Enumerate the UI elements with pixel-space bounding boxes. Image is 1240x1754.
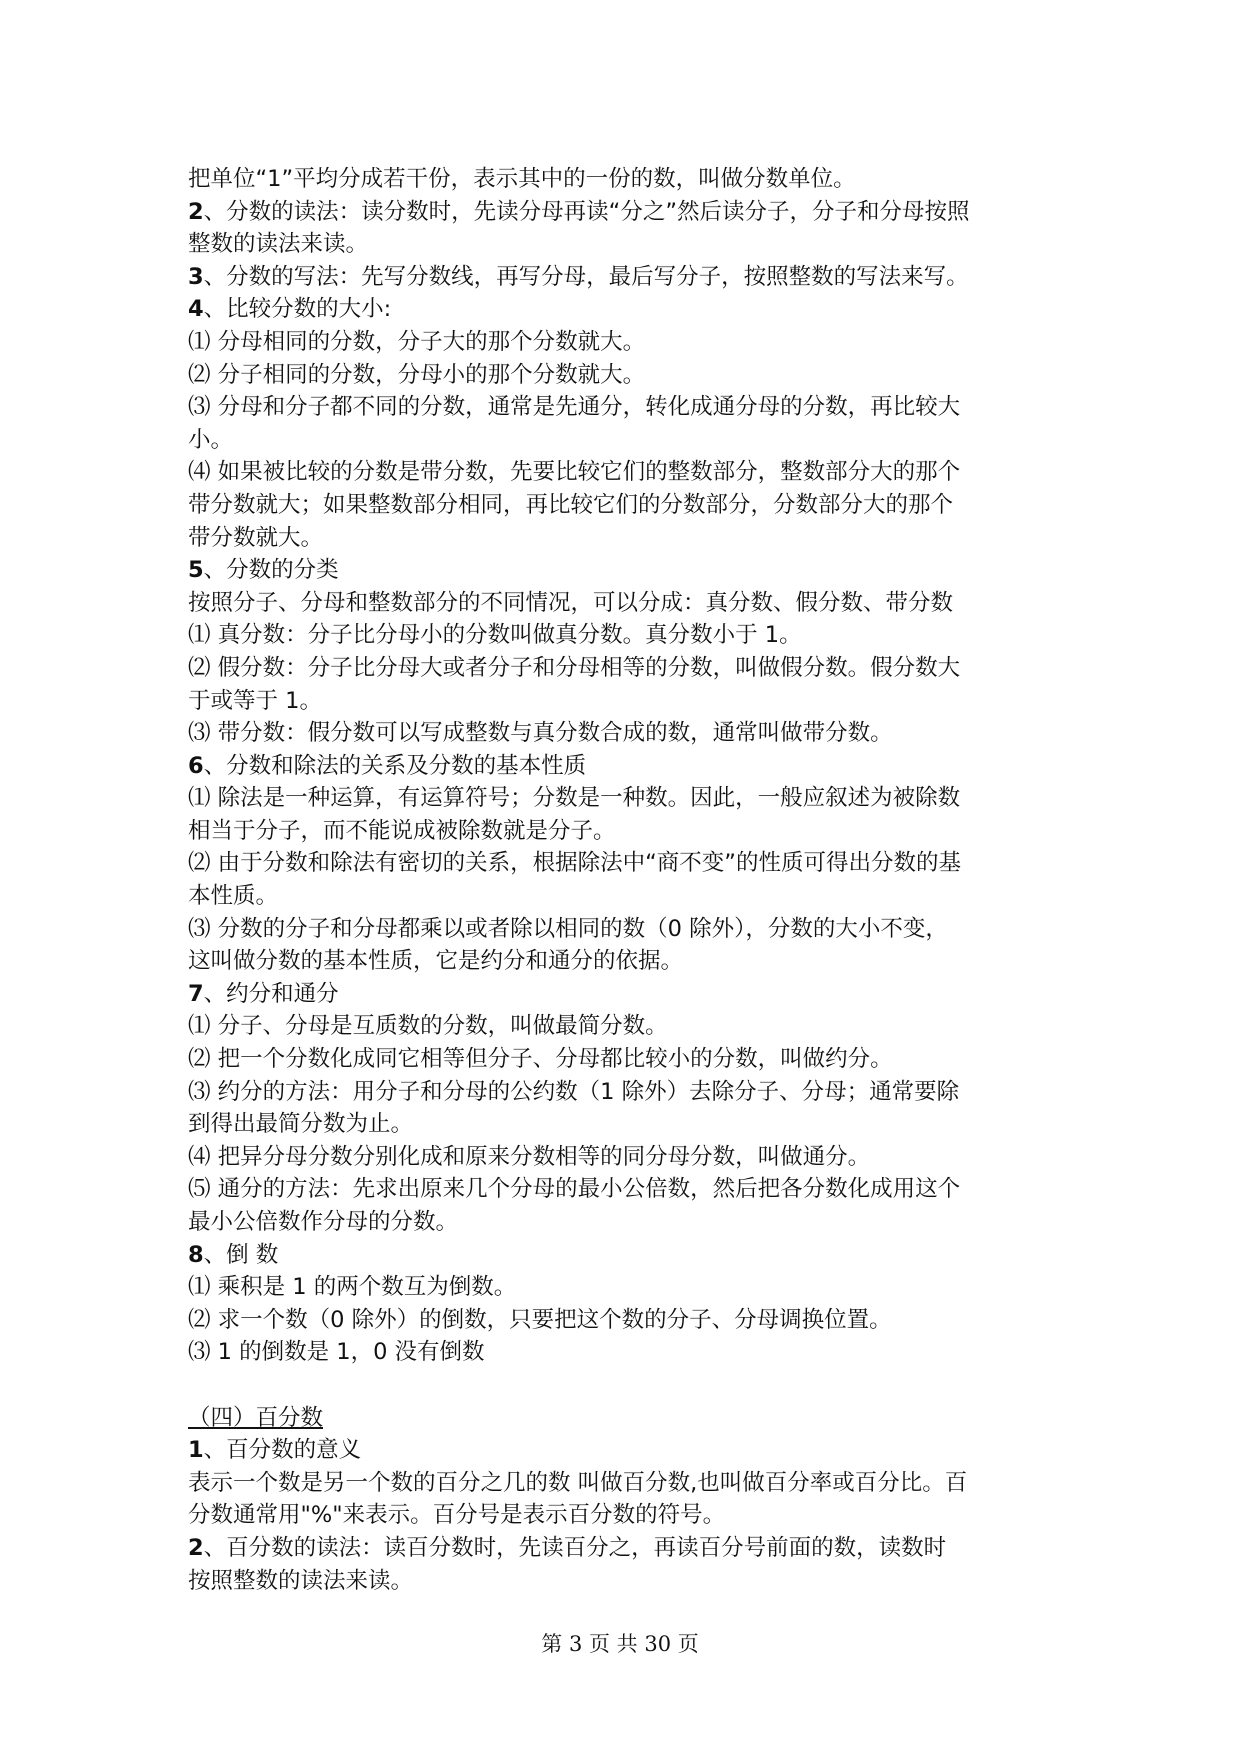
line-text: 把单位“1”平均分成若干份，表示其中的一份的数，叫做分数单位。: [188, 166, 856, 192]
text-line: [188, 1108, 1068, 1141]
numbered-heading-line: [188, 1434, 1068, 1467]
text-line: [188, 489, 1068, 522]
item-number: 1: [188, 1437, 204, 1464]
text-line: [188, 1271, 1068, 1304]
line-text: 、百分数的意义: [203, 1437, 362, 1464]
item-number: 6: [188, 752, 204, 779]
item-number: 7: [188, 980, 204, 1007]
text-line: [188, 1043, 1068, 1076]
line-text: 这叫做分数的基本性质，它是约分和通分的依据。: [188, 948, 684, 975]
item-number: 4: [188, 296, 204, 323]
line-text: ⑴ 除法是一种运算，有运算符号；分数是一种数。因此，一般应叙述为被除数: [188, 785, 961, 812]
text-line: [188, 685, 1068, 718]
page-number: 第 3 页 共 30 页: [541, 1632, 699, 1656]
line-text: 、倒 数: [203, 1241, 279, 1268]
text-line: [188, 326, 1068, 359]
line-text: ⑸ 通分的方法：先求出原来几个分母的最小公倍数，然后把各分数化成用这个: [188, 1176, 961, 1203]
line-text: ⑴ 真分数：分子比分母小的分数叫做真分数。真分数小于 1。: [188, 622, 802, 649]
percentage-section: [188, 1434, 1068, 1597]
text-line: [188, 945, 1068, 978]
line-text: ⑵ 假分数：分子比分母大或者分子和分母相等的分数，叫做假分数。假分数大: [188, 654, 961, 681]
line-text: 按照分子、分母和整数部分的不同情况，可以分成：真分数、假分数、带分数: [188, 589, 954, 616]
line-text: ⑶ 1 的倒数是 1，0 没有倒数: [188, 1339, 485, 1366]
text-line: [188, 163, 1068, 196]
text-line: [188, 717, 1068, 750]
item-number: 2: [188, 198, 204, 225]
text-line: [188, 587, 1068, 620]
text-line: [188, 1336, 1068, 1369]
text-line: [188, 1141, 1068, 1174]
line-text: ⑵ 由于分数和除法有密切的关系，根据除法中“商不变”的性质可得出分数的基: [188, 850, 961, 877]
numbered-heading-line: [188, 261, 1068, 294]
section-heading-text: （四）百分数: [188, 1404, 324, 1431]
line-text: 于或等于 1。: [188, 687, 322, 714]
item-number: 2: [188, 1534, 204, 1561]
line-text: 相当于分子，而不能说成被除数就是分子。: [188, 817, 616, 844]
item-number: 3: [188, 263, 204, 290]
text-line: [188, 424, 1068, 457]
text-line: [188, 1499, 1068, 1532]
line-text: ⑶ 分母和分子都不同的分数，通常是先通分，转化成通分母的分数，再比较大: [188, 394, 961, 421]
line-text: 到得出最简分数为止。: [188, 1111, 414, 1138]
numbered-heading-line: [188, 196, 1068, 229]
line-text: 、分数和除法的关系及分数的基本性质: [203, 752, 587, 779]
text-line: [188, 1467, 1068, 1500]
text-line: [188, 1076, 1068, 1109]
fraction-section: [188, 163, 1068, 1369]
numbered-heading-line: [188, 293, 1068, 326]
text-line: [188, 619, 1068, 652]
line-text: ⑴ 乘积是 1 的两个数互为倒数。: [188, 1274, 517, 1301]
line-text: 整数的读法来读。: [188, 231, 369, 258]
line-text: ⑷ 把异分母分数分别化成和原来分数相等的同分母分数，叫做通分。: [188, 1143, 871, 1170]
text-line: [188, 652, 1068, 685]
text-line: [188, 1206, 1068, 1239]
blank-line: [188, 1369, 1068, 1402]
text-line: [188, 456, 1068, 489]
text-line: [188, 522, 1068, 555]
line-text: 、分数的写法：先写分数线，再写分母，最后写分子，按照整数的写法来写。: [203, 263, 969, 290]
line-text: ⑷ 如果被比较的分数是带分数，先要比较它们的整数部分，整数部分大的那个: [188, 459, 961, 486]
item-number: 8: [188, 1241, 204, 1268]
line-text: 、分数的分类: [203, 557, 339, 584]
item-number: 5: [188, 557, 204, 584]
text-line: [188, 847, 1068, 880]
numbered-heading-line: [188, 1239, 1068, 1272]
line-text: 小。: [188, 426, 234, 453]
line-text: ⑶ 分数的分子和分母都乘以或者除以相同的数（0 除外），分数的大小不变，: [188, 915, 948, 942]
line-text: 带分数就大。: [188, 524, 324, 551]
line-text: ⑶ 带分数：假分数可以写成整数与真分数合成的数，通常叫做带分数。: [188, 720, 893, 747]
page-footer: [0, 1628, 1240, 1658]
line-text: ⑵ 分子相同的分数，分母小的那个分数就大。: [188, 361, 646, 388]
line-text: 分数通常用"%"来表示。百分号是表示百分数的符号。: [188, 1502, 726, 1529]
text-line: [188, 228, 1068, 261]
section-heading: [188, 1402, 1068, 1435]
line-text: ⑴ 分母相同的分数，分子大的那个分数就大。: [188, 328, 646, 355]
text-line: [188, 359, 1068, 392]
text-line: [188, 391, 1068, 424]
line-text: ⑶ 约分的方法：用分子和分母的公约数（1 除外）去除分子、分母；通常要除: [188, 1078, 960, 1105]
numbered-heading-line: [188, 554, 1068, 587]
line-text: 、约分和通分: [203, 980, 339, 1007]
line-text: 、分数的读法：读分数时，先读分母再读“分之”然后读分子，分子和分母按照: [203, 198, 970, 225]
numbered-heading-line: [188, 1532, 1068, 1565]
line-text: 按照整数的读法来读。: [188, 1567, 414, 1594]
document-body: [188, 163, 1068, 1597]
text-line: [188, 1304, 1068, 1337]
text-line: [188, 815, 1068, 848]
line-text: 最小公倍数作分母的分数。: [188, 1209, 459, 1235]
line-text: ⑵ 求一个数（0 除外）的倒数，只要把这个数的分子、分母调换位置。: [188, 1306, 892, 1333]
numbered-heading-line: [188, 750, 1068, 783]
text-line: [188, 1010, 1068, 1043]
line-text: 表示一个数是另一个数的百分之几的数 叫做百分数,也叫做百分率或百分比。百: [188, 1469, 968, 1496]
text-line: [188, 880, 1068, 913]
text-line: [188, 1173, 1068, 1206]
line-text: 本性质。: [188, 883, 279, 910]
text-line: [188, 782, 1068, 815]
text-line: [188, 1565, 1068, 1598]
line-text: 、比较分数的大小:: [203, 296, 392, 323]
line-text: ⑴ 分子、分母是互质数的分数，叫做最简分数。: [188, 1013, 668, 1040]
numbered-heading-line: [188, 978, 1068, 1011]
text-line: [188, 913, 1068, 946]
line-text: ⑵ 把一个分数化成同它相等但分子、分母都比较小的分数，叫做约分。: [188, 1046, 893, 1073]
line-text: 带分数就大；如果整数部分相同，再比较它们的分数部分，分数部分大的那个: [188, 491, 954, 518]
line-text: 、百分数的读法：读百分数时，先读百分之，再读百分号前面的数，读数时: [203, 1534, 947, 1561]
